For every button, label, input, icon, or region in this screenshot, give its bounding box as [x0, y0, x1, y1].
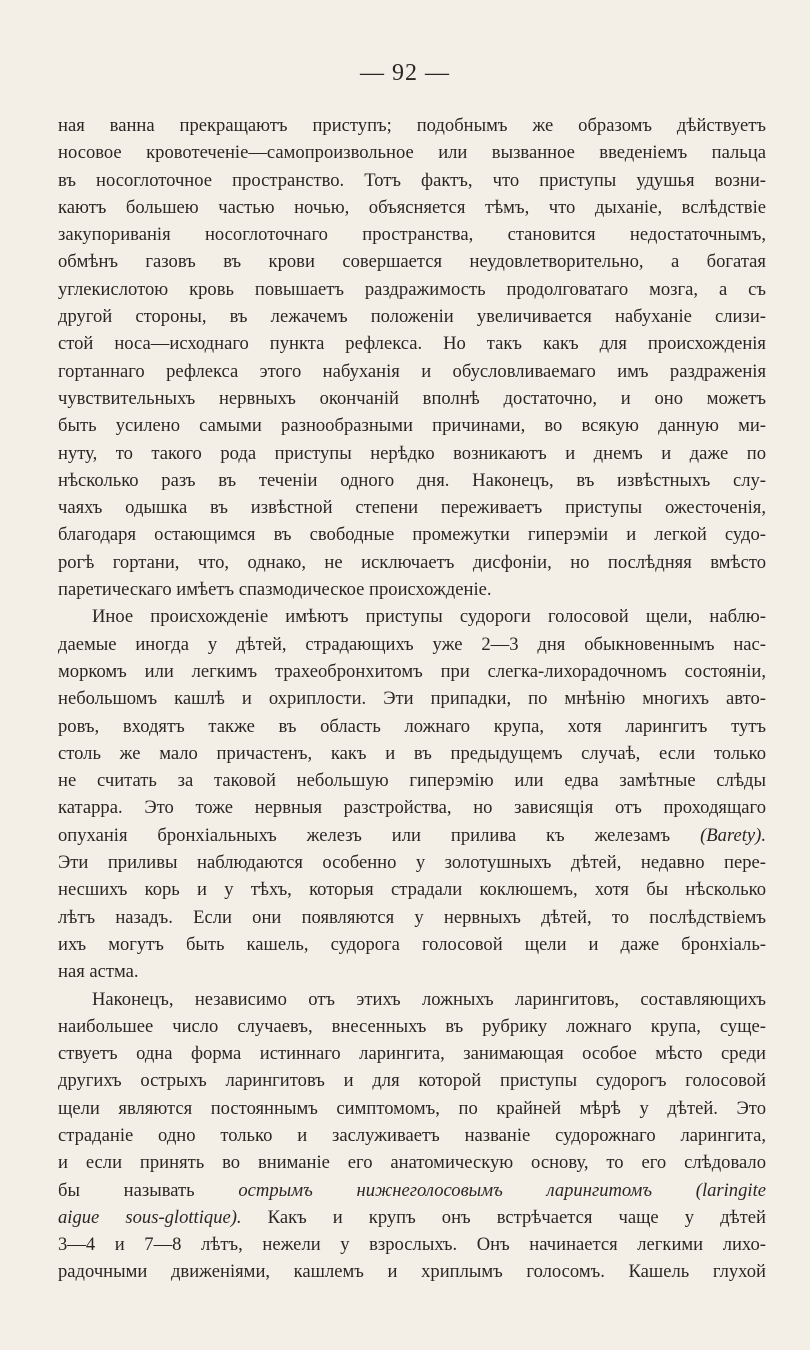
line-text: даемые иногда у дѣтей, страдающихъ уже 2—3 дня обыкновеннымъ нас- — [58, 633, 766, 655]
line-text: радочными движеніями, кашлемъ и хриплымъ голосомъ. Кашель глухой — [58, 1261, 766, 1283]
text-line — [58, 167, 766, 194]
text-line — [58, 740, 766, 767]
text-line — [58, 1095, 766, 1122]
text-line — [58, 1177, 766, 1204]
text-line — [58, 1149, 766, 1176]
line-text: Эти приливы наблюдаются особенно у золотушныхъ дѣтей, недавно пере- — [58, 852, 766, 874]
line-text: не считать за таковой небольшую гиперэмію или едва замѣтные слѣды — [58, 770, 766, 792]
text-line — [58, 631, 766, 658]
text-line — [58, 794, 766, 821]
text-line — [58, 494, 766, 521]
text-line — [58, 248, 766, 275]
line-text: закупориванія носоглоточнаго пространства, становится недостаточнымъ, — [58, 224, 766, 246]
text-line — [58, 521, 766, 548]
line-text: страданіе одно только и заслуживаетъ названіе судорожнаго ларингита, — [58, 1124, 766, 1146]
line-text: чаяхъ одышка въ извѣстной степени переживаетъ приступы ожесточенія, — [58, 497, 766, 519]
line-text: носовое кровотеченіе—самопроизвольное или вызванное введеніемъ пальца — [58, 142, 766, 164]
text-line — [58, 467, 766, 494]
line-text: столь же мало причастенъ, какъ и въ предыдущемъ случаѣ, если только — [58, 742, 766, 764]
line-text: другой стороны, въ лежачемъ положеніи увеличивается набуханіе слизи- — [58, 306, 766, 328]
line-text: Наконецъ, независимо отъ этихъ ложныхъ ларингитовъ, составляющихъ — [92, 988, 766, 1010]
line-text: ихъ могутъ быть кашель, судорога голосовой щели и даже бронхіаль- — [58, 933, 766, 955]
text-line — [58, 303, 766, 330]
text-line — [58, 603, 766, 630]
text-line — [58, 986, 766, 1013]
line-text: ровъ, входятъ также въ область ложнаго крупа, хотя ларингитъ тутъ — [58, 715, 766, 737]
line-text: нуту, то такого рода приступы нерѣдко возникаютъ и днемъ и даже по — [58, 442, 766, 464]
line-text: ствуетъ одна форма истиннаго ларингита, занимающая особое мѣсто среди — [58, 1043, 766, 1065]
text-line — [58, 1231, 766, 1258]
text-line — [58, 1204, 766, 1231]
text-line — [58, 849, 766, 876]
line-text: стой носа—исходнаго пункта рефлекса. Но такъ какъ для происхожденія — [58, 333, 766, 355]
line-text: ная ванна прекращаютъ приступъ; подобнымъ же образомъ дѣйствуетъ — [58, 115, 766, 136]
text-line — [58, 1258, 766, 1285]
text-line — [58, 958, 766, 985]
line-text: лѣтъ назадъ. Если они появляются у нервныхъ дѣтей, то послѣдствіемъ — [58, 906, 766, 928]
italic-text: острымъ нижнеголосовымъ ларингитомъ (laringite — [238, 1179, 766, 1201]
line-text: моркомъ или легкимъ трахеобронхитомъ при слегка-лихорадочномъ состояніи, — [58, 660, 766, 682]
line-text: и если принять во вниманіе его анатомическую основу, то его слѣдовало — [58, 1152, 766, 1174]
text-line — [58, 549, 766, 576]
line-text: чувствительныхъ нервныхъ окончаній вполнѣ достаточно, и оно можетъ — [58, 387, 766, 409]
line-text: другихъ острыхъ ларингитовъ и для которой приступы судорогъ голосовой — [58, 1070, 766, 1092]
line-text: щели являются постояннымъ симптомомъ, по крайней мѣрѣ у дѣтей. Это — [58, 1097, 766, 1119]
line-text: каютъ большею частью ночью, объясняется тѣмъ, что дыханіе, вслѣдствіе — [58, 196, 766, 218]
line-text: Какъ и крупъ онъ встрѣчается чаще у дѣтей — [267, 1206, 766, 1228]
line-text: быть усилено самыми разнообразными причинами, во всякую данную ми- — [58, 415, 766, 437]
text-line — [58, 412, 766, 439]
line-text: гортаннаго рефлекса этого набуханія и обусловливаемаго имъ раздраженія — [58, 360, 766, 382]
text-line — [58, 139, 766, 166]
text-line — [58, 931, 766, 958]
text-line — [58, 112, 766, 139]
text-line — [58, 221, 766, 248]
text-line — [58, 713, 766, 740]
line-text: опуханія бронхіальныхъ железъ или прилива къ железамъ — [58, 824, 671, 846]
text-line — [58, 904, 766, 931]
line-text: нѣсколько разъ въ теченіи одного дня. Наконецъ, въ извѣстныхъ слу- — [58, 469, 766, 491]
line-text: паретическаго имѣетъ спазмодическое происхожденіе. — [58, 579, 492, 601]
body-text — [58, 112, 766, 1286]
text-line — [58, 276, 766, 303]
text-line — [58, 1013, 766, 1040]
line-text: рогѣ гортани, что, однако, не исключаетъ дисфоніи, но послѣдняя вмѣсто — [58, 551, 766, 573]
line-text: 3—4 и 7—8 лѣтъ, нежели у взрослыхъ. Онъ начинается легкими лихо- — [58, 1234, 766, 1256]
text-line — [58, 194, 766, 221]
line-text: ная астма. — [58, 961, 139, 983]
text-line — [58, 658, 766, 685]
line-text: бы называть — [58, 1179, 195, 1201]
text-line — [58, 330, 766, 357]
text-line — [58, 685, 766, 712]
text-line — [58, 822, 766, 849]
text-line — [58, 358, 766, 385]
text-line — [58, 440, 766, 467]
text-line — [58, 876, 766, 903]
page-number: — 92 — — [360, 60, 450, 86]
text-line — [58, 1040, 766, 1067]
italic-text: aigue sous-glottique). — [58, 1206, 242, 1228]
text-line — [58, 1067, 766, 1094]
line-text: наибольшее число случаевъ, внесенныхъ въ рубрику ложнаго крупа, суще- — [58, 1015, 766, 1037]
line-text: катарра. Это тоже нервныя разстройства, но зависящія отъ проходящаго — [58, 797, 766, 819]
text-line — [58, 385, 766, 412]
text-line — [58, 576, 766, 603]
line-text: небольшомъ кашлѣ и охриплости. Эти припадки, по мнѣнію многихъ авто- — [58, 688, 766, 710]
line-text: углекислотою кровь повышаетъ раздражимость продолговатаго мозга, а съ — [58, 278, 766, 300]
line-text: обмѣнъ газовъ въ крови совершается неудовлетворительно, а богатая — [58, 251, 766, 273]
line-text: благодаря остающимся въ свободные промежутки гиперэміи и легкой судо- — [58, 524, 766, 546]
line-text: Иное происхожденіе имѣютъ приступы судороги голосовой щели, наблю- — [92, 606, 766, 628]
line-text: въ носоглоточное пространство. Тотъ фактъ, что приступы удушья возни- — [58, 169, 766, 191]
text-line — [58, 767, 766, 794]
line-text: несшихъ корь и у тѣхъ, которыя страдали коклюшемъ, хотя бы нѣсколько — [58, 879, 766, 901]
text-line — [58, 1122, 766, 1149]
italic-text: (Barety). — [700, 824, 766, 846]
